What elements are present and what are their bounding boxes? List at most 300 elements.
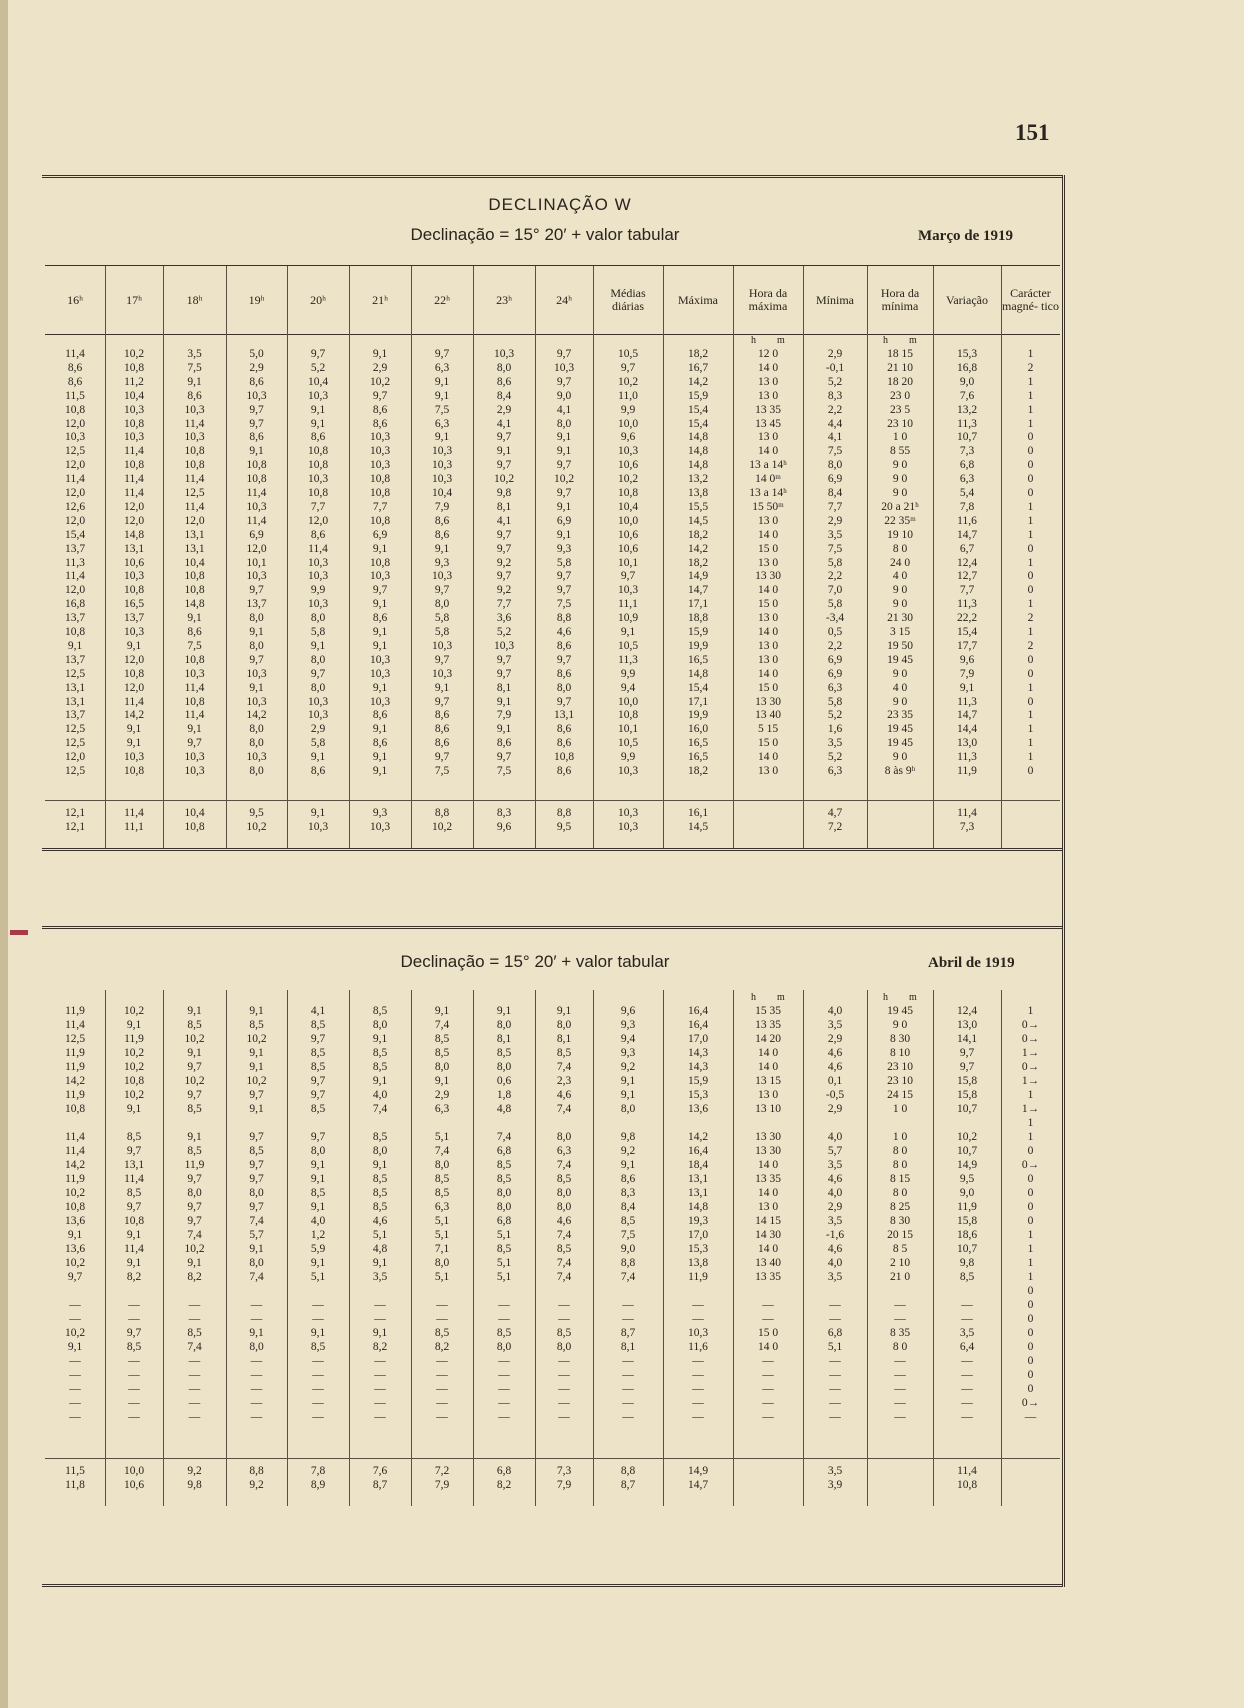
cell-h19: 10,3 (246, 500, 267, 513)
table-row (45, 1256, 1060, 1270)
cell-hora-maxima: — (762, 1411, 774, 1423)
cell-h17: 10,8 (123, 584, 145, 597)
cell-hora-minima: 8 0 (892, 1187, 908, 1199)
cell-hora-maxima: 13 30 (755, 1131, 781, 1143)
cell-h21: 10,8 (369, 556, 391, 569)
cell-h24: 9,7 (556, 695, 572, 708)
cell-h21: 8,6 (372, 709, 388, 722)
table-row (45, 625, 1060, 639)
cell-h23: 8,1 (496, 681, 512, 694)
cell-h16: 11,9 (65, 1089, 85, 1101)
cell-variacao: 14,7 (956, 709, 978, 722)
cell-h17: 11,4 (124, 473, 144, 486)
cell-caracter: 1 (1027, 514, 1034, 527)
cell-h18: 3,5 (187, 348, 202, 360)
cell-h18: 10,8 (184, 459, 205, 472)
summary-cell-media: 8,8 (620, 1465, 636, 1477)
cell-h23: 10,3 (493, 639, 515, 652)
cell-media: 10,8 (617, 709, 639, 722)
cell-h17: 13,7 (123, 612, 145, 625)
cell-media: 8,8 (620, 1257, 636, 1269)
cell-media: 8,7 (620, 1327, 636, 1339)
cell-h18: 11,4 (184, 473, 205, 486)
column-header-hora-maxima: Hora da máxima (748, 286, 788, 313)
cell-variacao: 6,8 (959, 459, 975, 472)
summary-cell-h24: 7,9 (556, 1479, 572, 1491)
cell-caracter: 0 (1027, 1313, 1034, 1325)
cell-h18: 10,3 (184, 403, 205, 416)
cell-variacao: 6,7 (959, 542, 975, 555)
cell-hora-minima: 9 0 (892, 459, 908, 472)
cell-media: — (622, 1397, 634, 1409)
cell-variacao: 9,0 (959, 375, 975, 388)
table-row (45, 1326, 1060, 1340)
cell-h19: 8,6 (249, 431, 264, 444)
unit-label-h: h (751, 335, 756, 346)
cell-h19: 8,0 (249, 1257, 264, 1269)
cell-h22: — (436, 1397, 448, 1409)
cell-h21: 9,1 (372, 751, 388, 764)
summary-cell-h22: 8,8 (434, 807, 450, 819)
cell-minima: 3,5 (827, 737, 843, 750)
cell-h20: 9,7 (310, 1033, 326, 1045)
cell-minima: — (829, 1313, 841, 1325)
cell-h17: 12,0 (123, 681, 145, 694)
cell-h19: 10,3 (246, 695, 267, 708)
cell-maxima: 16,4 (687, 1019, 709, 1031)
cell-h22: 9,7 (434, 653, 450, 666)
cell-media: 10,1 (617, 723, 639, 736)
cell-h18: 9,1 (187, 1047, 202, 1059)
summary-row (45, 820, 1060, 834)
cell-h22: 9,1 (434, 1075, 450, 1087)
cell-h22: 9,1 (434, 389, 450, 402)
cell-minima: 4,1 (827, 431, 843, 444)
cell-variacao: 9,5 (959, 1173, 975, 1185)
cell-variacao: — (961, 1299, 973, 1311)
header-divider (663, 266, 664, 334)
cell-h24: 7,4 (556, 1061, 572, 1073)
cell-hora-minima: 21 0 (889, 1271, 911, 1283)
cell-h18: 10,8 (184, 445, 205, 458)
cell-h23: 0,6 (496, 1075, 512, 1087)
cell-h22: 7,4 (434, 1145, 450, 1157)
cell-h18: 10,2 (184, 1075, 205, 1087)
cell-media: — (622, 1369, 634, 1381)
cell-h19: 10,3 (246, 751, 267, 764)
cell-h21: 10,3 (369, 459, 391, 472)
cell-h24: 7,4 (556, 1159, 572, 1171)
cell-h23: 8,5 (496, 1159, 512, 1171)
cell-hora-maxima: 13 35 (755, 403, 781, 416)
cell-hora-maxima: 13 30 (755, 695, 781, 708)
cell-h23: 8,6 (496, 737, 512, 750)
cell-hora-minima: 24 0 (889, 556, 911, 569)
cell-variacao: 8,5 (959, 1271, 975, 1283)
cell-hora-maxima: 13 0 (757, 765, 779, 777)
summary-cell-h17: 11,1 (124, 821, 144, 833)
cell-minima: 7,0 (827, 584, 843, 597)
table-row (45, 1200, 1060, 1214)
cell-caracter: 1 (1027, 1089, 1034, 1101)
cell-h23: 9,2 (496, 584, 512, 597)
summary-cell-h16: 12,1 (64, 821, 86, 833)
cell-h21: 9,1 (372, 1033, 388, 1045)
cell-maxima: 13,8 (687, 1257, 709, 1269)
cell-h20: 10,3 (307, 570, 329, 583)
cell-h24: 9,7 (556, 487, 572, 499)
cell-hora-minima: — (894, 1397, 906, 1409)
cell-hora-maxima: 13 15 (755, 1075, 781, 1087)
cell-h22: — (436, 1383, 448, 1395)
summary-cell-h22: 7,9 (434, 1479, 450, 1491)
cell-hora-maxima: 14 0ᵐ (755, 473, 781, 486)
cell-media: 8,4 (620, 1201, 636, 1213)
cell-h21: 6,9 (372, 528, 388, 541)
summary-cell-variacao: 11,4 (957, 807, 977, 819)
cell-minima: 6,9 (827, 667, 843, 680)
cell-h21: 8,5 (372, 1131, 388, 1143)
cell-minima: 3,5 (827, 528, 843, 541)
unit-label-m: m (909, 992, 917, 1003)
cell-h24: 6,3 (556, 1145, 572, 1157)
cell-h22: 5,8 (434, 626, 450, 638)
cell-h20: 8,0 (310, 653, 326, 666)
cell-h18: 8,6 (187, 626, 202, 638)
summary-cell-variacao: 11,4 (957, 1465, 977, 1477)
cell-h24: 13,1 (553, 709, 575, 722)
cell-caracter: 1 (1027, 709, 1034, 722)
cell-hora-maxima: 13 0 (757, 375, 779, 388)
cell-h22: 10,3 (431, 459, 453, 472)
cell-h18: 8,5 (187, 1103, 202, 1115)
cell-h17: 10,8 (123, 361, 145, 374)
cell-h20: 5,8 (310, 737, 326, 750)
cell-h17: 9,1 (126, 737, 142, 750)
cell-media: 9,1 (620, 1089, 636, 1101)
cell-h24: 8,6 (556, 667, 572, 680)
cell-h16: 11,5 (65, 389, 85, 402)
summary-cell-maxima: 16,1 (687, 807, 709, 819)
cell-h19: 9,1 (249, 1103, 264, 1115)
cell-h18: 9,1 (187, 723, 202, 736)
cell-h21: 8,5 (372, 1047, 388, 1059)
column-header-h23: 23ʰ (496, 292, 512, 307)
cell-variacao: 10,7 (956, 1145, 978, 1157)
cell-hora-minima: 19 45 (887, 723, 913, 736)
cell-minima: 4,6 (827, 1061, 843, 1073)
cell-h19: 2,9 (249, 361, 264, 374)
cell-caracter: 0 (1027, 1383, 1034, 1395)
summary-cell-h24: 7,3 (556, 1465, 572, 1477)
cell-h23: — (498, 1369, 510, 1381)
cell-minima: 7,7 (827, 500, 843, 513)
cell-h19: 8,5 (249, 1019, 264, 1031)
cell-h21: — (374, 1411, 386, 1423)
cell-h16: 16,8 (64, 598, 86, 611)
cell-caracter: 1→ (1021, 1047, 1040, 1059)
table-row (45, 444, 1060, 458)
cell-h17: 10,8 (123, 459, 145, 472)
cell-h21: 9,1 (372, 639, 388, 652)
cell-h19: 11,4 (246, 514, 267, 527)
cell-h19: 9,1 (249, 445, 264, 458)
cell-hora-maxima: 13 10 (755, 1103, 781, 1115)
cell-hora-maxima: 14 15 (755, 1215, 781, 1227)
cell-h18: 9,1 (187, 1257, 202, 1269)
summary-row (45, 1464, 1060, 1478)
cell-h17: 10,8 (123, 1075, 145, 1087)
cell-maxima: 15,9 (687, 1075, 709, 1087)
cell-h24: 9,1 (556, 431, 572, 444)
cell-h20: 8,5 (310, 1061, 326, 1073)
cell-maxima: 18,2 (687, 348, 709, 360)
cell-hora-minima: 24 15 (887, 1089, 913, 1101)
table-row (45, 1382, 1060, 1396)
cell-h24: 8,1 (556, 1033, 572, 1045)
cell-maxima: — (692, 1411, 704, 1423)
cell-minima: 4,6 (827, 1047, 843, 1059)
cell-h16: 14,2 (64, 1159, 86, 1171)
cell-hora-minima: 18 15 (887, 348, 913, 360)
cell-h23: 8,0 (496, 1061, 512, 1073)
cell-minima: 4,0 (827, 1131, 843, 1143)
cell-h24: 9,7 (556, 375, 572, 388)
cell-caracter: 0 (1027, 1355, 1034, 1367)
cell-h17: 10,2 (123, 1089, 145, 1101)
cell-h17: 9,1 (126, 1103, 142, 1115)
cell-h16: 12,0 (64, 751, 86, 764)
cell-h17: 10,8 (123, 667, 145, 680)
cell-h24: — (558, 1313, 570, 1325)
cell-minima: 2,9 (827, 1103, 843, 1115)
cell-h17: — (128, 1397, 140, 1409)
cell-hora-minima: 23 10 (887, 1075, 913, 1087)
table-row (45, 764, 1060, 778)
cell-h23: 8,5 (496, 1243, 512, 1255)
cell-minima: 5,1 (827, 1341, 843, 1353)
cell-maxima: 14,2 (687, 375, 709, 388)
cell-h24: 8,0 (556, 1187, 572, 1199)
cell-h18: 10,4 (184, 556, 205, 569)
table-row (45, 403, 1060, 417)
cell-h17: 14,8 (123, 528, 145, 541)
cell-variacao: 9,6 (959, 653, 975, 666)
cell-h21: — (374, 1313, 386, 1325)
cell-caracter: 0 (1027, 1299, 1034, 1311)
cell-caracter: 1 (1027, 417, 1034, 430)
april-bottom-border (42, 1584, 1062, 1587)
cell-hora-minima: 4 0 (892, 570, 908, 583)
cell-caracter: 1→ (1021, 1103, 1040, 1115)
cell-variacao: 11,3 (957, 598, 977, 611)
summary-cell-maxima: 14,7 (687, 1479, 709, 1491)
cell-minima: — (829, 1299, 841, 1311)
cell-h20: 9,9 (310, 584, 326, 597)
cell-maxima: 14,7 (687, 584, 709, 597)
cell-variacao: 9,7 (959, 1047, 975, 1059)
cell-hora-minima: 22 35ᵐ (884, 514, 916, 527)
cell-hora-maxima: 13 0 (757, 431, 779, 444)
cell-h21: 9,1 (372, 681, 388, 694)
cell-media: 10,5 (617, 639, 639, 652)
page-number: 151 (1015, 120, 1050, 145)
cell-hora-maxima: 14 0 (757, 1341, 779, 1353)
cell-h22: 9,1 (434, 375, 450, 388)
cell-minima: 6,3 (827, 681, 843, 694)
cell-maxima: 15,4 (687, 417, 709, 430)
cell-media: 9,1 (620, 626, 636, 638)
cell-hora-minima: 8 25 (889, 1201, 911, 1213)
cell-h16: 12,5 (64, 723, 86, 736)
cell-hora-maxima: 13 0 (757, 556, 779, 569)
table-row (45, 1410, 1060, 1424)
cell-maxima: 14,2 (687, 542, 709, 555)
table-row (45, 347, 1060, 361)
cell-h21: 8,0 (372, 1145, 388, 1157)
summary-cell-h17: 11,4 (124, 807, 144, 819)
cell-h22: 8,0 (434, 1159, 450, 1171)
cell-h20: 9,1 (310, 403, 326, 416)
cell-media: 9,6 (620, 1005, 636, 1017)
cell-h17: 13,1 (123, 542, 145, 555)
cell-media: — (622, 1383, 634, 1395)
cell-h19: 8,0 (249, 1341, 264, 1353)
cell-h22: 5,1 (434, 1229, 450, 1241)
cell-h21: 10,3 (369, 695, 391, 708)
cell-minima: 7,5 (827, 445, 843, 458)
cell-h19: 8,0 (249, 737, 264, 750)
table-row (45, 1172, 1060, 1186)
cell-h20: 10,3 (307, 389, 329, 402)
cell-caracter: 1 (1027, 403, 1034, 416)
cell-h23: 9,7 (496, 751, 512, 764)
cell-h21: 9,1 (372, 626, 388, 638)
cell-h16: 13,7 (64, 709, 86, 722)
cell-h20: 5,8 (310, 626, 326, 638)
cell-maxima: 16,4 (687, 1145, 709, 1157)
cell-h21: 9,7 (372, 584, 388, 597)
cell-maxima: 17,0 (687, 1033, 709, 1045)
cell-hora-maxima: 5 15 (757, 723, 779, 736)
summary-cell-h21: 8,7 (372, 1479, 388, 1491)
table-title: DECLINAÇÃO W (488, 195, 632, 214)
cell-h24: — (558, 1355, 570, 1367)
cell-hora-maxima: 14 0 (757, 1243, 779, 1255)
summary-cell-h24: 8,8 (556, 807, 572, 819)
cell-h24: 8,0 (556, 1341, 572, 1353)
table-row (45, 458, 1060, 472)
cell-caracter: 0→ (1021, 1159, 1040, 1171)
cell-h22: — (436, 1313, 448, 1325)
cell-h21: 8,5 (372, 1201, 388, 1213)
cell-h23: 8,0 (496, 1341, 512, 1353)
cell-media: 11,0 (618, 389, 638, 402)
cell-h18: 10,8 (184, 570, 205, 583)
cell-h19: — (250, 1313, 263, 1325)
cell-h16: 10,3 (64, 431, 86, 444)
cell-h19: 14,2 (246, 709, 267, 722)
table-row (45, 486, 1060, 500)
cell-h17: — (128, 1369, 140, 1381)
cell-hora-maxima: 14 0 (757, 584, 779, 597)
cell-minima: 3,5 (827, 1159, 843, 1171)
cell-minima: 2,2 (827, 570, 843, 583)
cell-h21: 10,2 (369, 375, 391, 388)
cell-h16: 12,0 (64, 514, 86, 527)
cell-h21: 8,6 (372, 403, 388, 416)
cell-h16: 11,4 (65, 1019, 85, 1031)
cell-h24: 9,1 (556, 500, 572, 513)
cell-h23: 9,1 (496, 1005, 512, 1017)
summary-cell-h17: 10,6 (123, 1479, 145, 1491)
cell-variacao: 13,0 (956, 737, 978, 750)
cell-media: 9,6 (620, 431, 636, 444)
cell-h22: 8,2 (434, 1341, 450, 1353)
summary-separator (45, 1458, 1060, 1459)
cell-h24: 7,4 (556, 1103, 572, 1115)
cell-hora-maxima: 14 0 (757, 626, 779, 638)
top-border (42, 175, 1062, 178)
cell-h24: 8,6 (556, 737, 572, 750)
cell-h23: 2,9 (496, 403, 512, 416)
cell-h16: 12,0 (64, 417, 86, 430)
cell-h23: 8,5 (496, 1173, 512, 1185)
cell-maxima: 11,6 (688, 1341, 708, 1353)
cell-media: 9,1 (620, 1075, 636, 1087)
cell-h16: 10,8 (64, 403, 86, 416)
cell-h19: 9,7 (249, 1201, 264, 1213)
cell-hora-minima: 23 5 (889, 403, 911, 416)
cell-h16: 12,5 (64, 1033, 86, 1045)
summary-cell-h16: 11,5 (65, 1465, 85, 1477)
cell-h23: 1,8 (496, 1089, 512, 1101)
cell-h22: 10,3 (431, 445, 453, 458)
summary-cell-h21: 7,6 (372, 1465, 388, 1477)
cell-h21: 9,1 (372, 765, 388, 777)
table-row (45, 1088, 1060, 1102)
cell-h20: 9,7 (310, 1075, 326, 1087)
cell-minima: 8,4 (827, 487, 843, 499)
cell-media: 10,0 (617, 695, 639, 708)
cell-h16: 9,1 (67, 639, 83, 652)
cell-h24: 7,4 (556, 1257, 572, 1269)
cell-h18: 10,8 (184, 695, 205, 708)
cell-h21: 7,7 (372, 500, 388, 513)
cell-h19: 8,0 (249, 1187, 264, 1199)
cell-h20: 4,0 (310, 1215, 326, 1227)
cell-h18: — (188, 1313, 201, 1325)
cell-hora-maxima: 14 0 (757, 445, 779, 458)
cell-hora-minima: — (894, 1369, 906, 1381)
cell-h20: 10,3 (307, 695, 329, 708)
cell-caracter: 0 (1027, 1215, 1034, 1227)
cell-h19: 9,1 (249, 1327, 264, 1339)
cell-h21: 9,1 (372, 1159, 388, 1171)
cell-media: 9,3 (620, 1019, 636, 1031)
cell-caracter: 0 (1027, 584, 1034, 597)
cell-h17: 10,3 (123, 751, 145, 764)
cell-h23: 7,7 (496, 598, 512, 611)
cell-caracter: 1 (1027, 375, 1034, 388)
cell-h17: 10,3 (123, 403, 145, 416)
cell-h23: 4,8 (496, 1103, 512, 1115)
cell-h18: 7,4 (187, 1229, 202, 1241)
table-row (45, 708, 1060, 722)
summary-cell-h18: 9,2 (187, 1465, 202, 1477)
cell-h22: 7,5 (434, 403, 450, 416)
cell-maxima: 17,1 (687, 598, 709, 611)
